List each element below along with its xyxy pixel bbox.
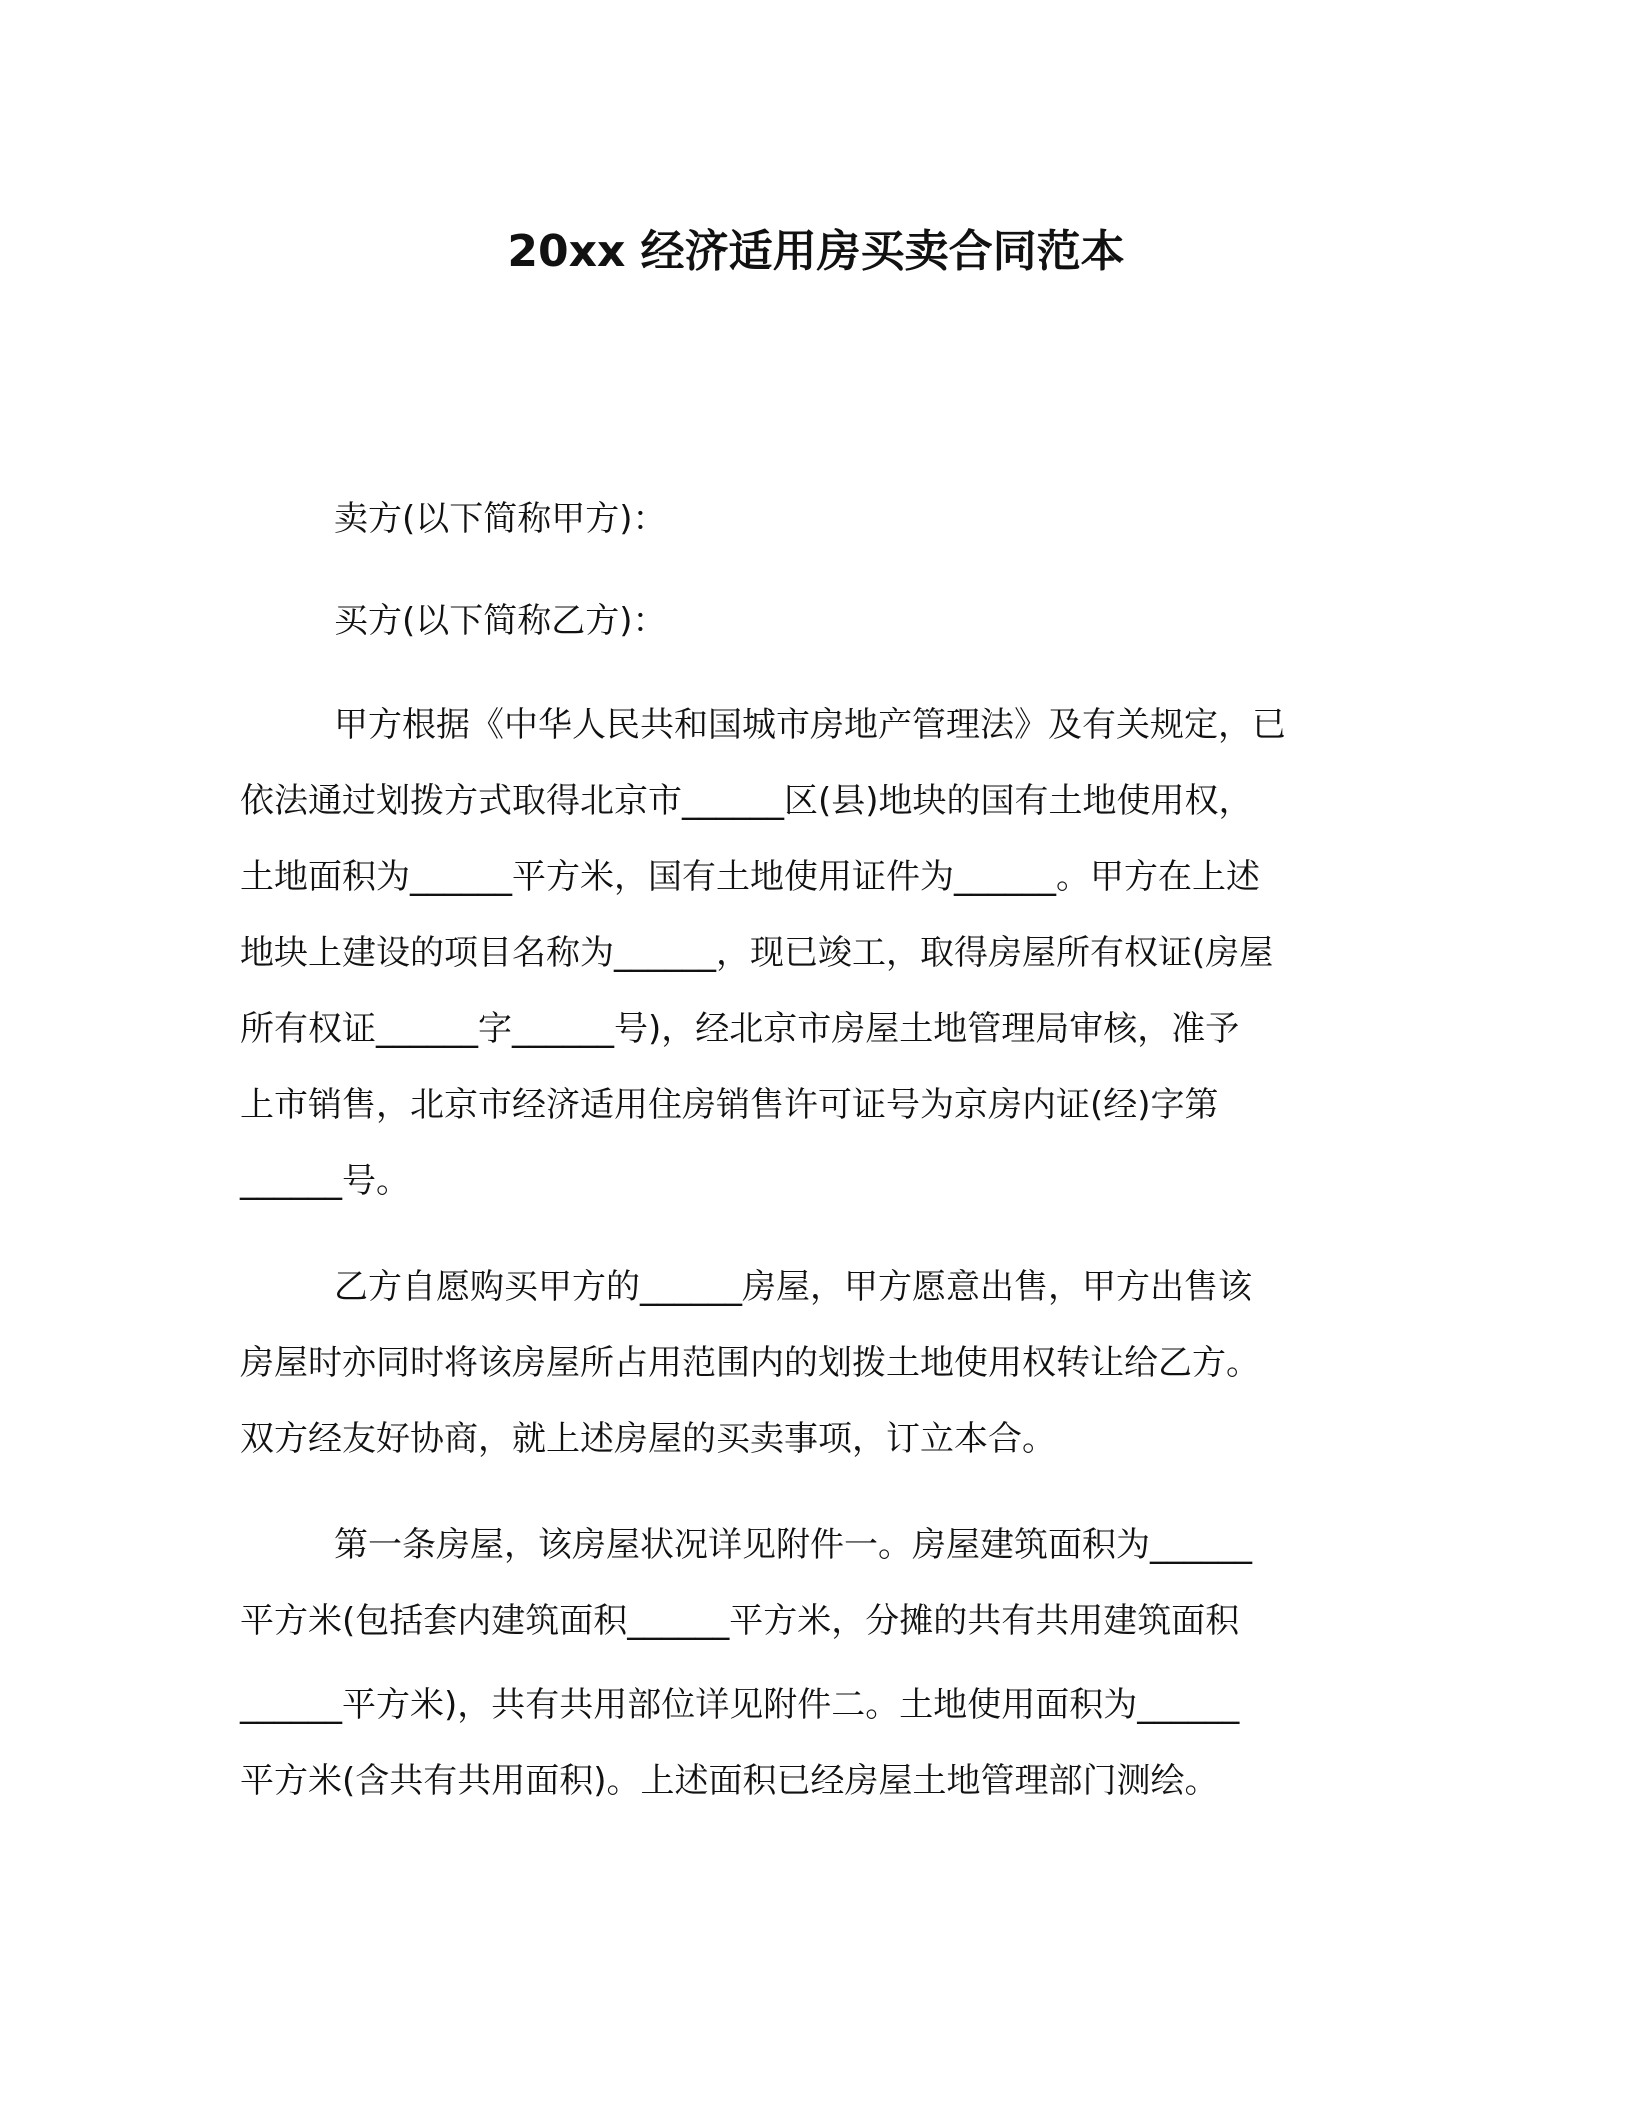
- paragraph-line: 平方米(含共有共用面积)。上述面积已经房屋土地管理部门测绘。: [240, 1761, 1219, 1801]
- paragraph-line: 房屋时亦同时将该房屋所占用范围内的划拨土地使用权转让给乙方。: [240, 1343, 1260, 1383]
- paragraph-line: 甲方根据《中华人民共和国城市房地产管理法》及有关规定，已: [334, 705, 1286, 745]
- paragraph-line: 乙方自愿购买甲方的______房屋，甲方愿意出售，甲方出售该: [334, 1267, 1252, 1307]
- paragraph-line: 地块上建设的项目名称为______，现已竣工，取得房屋所有权证(房屋: [240, 933, 1274, 973]
- paragraph-line: ______平方米)，共有共用部位详见附件二。土地使用面积为______: [240, 1685, 1240, 1725]
- paragraph-line: 平方米(包括套内建筑面积______平方米，分摊的共有共用建筑面积: [240, 1601, 1240, 1641]
- buyer-label: 买方(以下简称乙方)：: [334, 601, 667, 641]
- paragraph-line: 双方经友好协商，就上述房屋的买卖事项，订立本合。: [240, 1419, 1056, 1459]
- paragraph-line: 依法通过划拨方式取得北京市______区(县)地块的国有土地使用权，: [240, 781, 1253, 821]
- document-title: 20xx 经济适用房买卖合同范本: [507, 226, 1125, 277]
- paragraph-line: 土地面积为______平方米，国有土地使用证件为______。甲方在上述: [240, 857, 1260, 897]
- paragraph-line: 所有权证______字______号)，经北京市房屋土地管理局审核，准予: [240, 1009, 1240, 1049]
- paragraph-line: 第一条房屋，该房屋状况详见附件一。房屋建筑面积为______: [334, 1525, 1252, 1565]
- seller-label: 卖方(以下简称甲方)：: [334, 499, 667, 539]
- paragraph-line: ______号。: [240, 1161, 410, 1201]
- paragraph-line: 上市销售，北京市经济适用住房销售许可证号为京房内证(经)字第: [240, 1085, 1219, 1125]
